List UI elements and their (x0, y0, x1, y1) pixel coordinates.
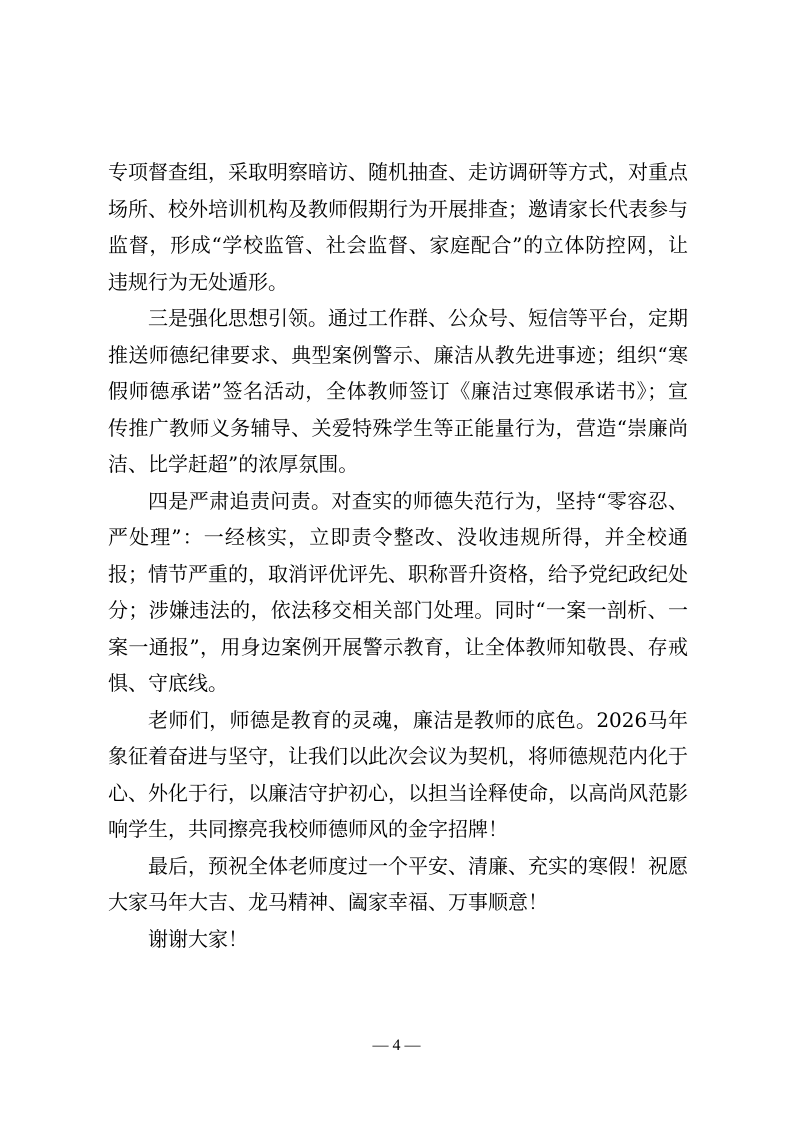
body-text (108, 154, 688, 957)
paragraph-closing-remarks: 老师们，师德是教育的灵魂，廉洁是教师的底色。2026马年象征着奋进与坚守，让我们以此次会议为契机，将师德规范内化于心、外化于行，以廉洁守护初心，以担当诠释使命，以高尚风范影响学生，共同擦亮我校师德师风的金字招牌！ (108, 707, 688, 841)
paragraph-supervision-continuation: 专项督查组，采取明察暗访、随机抽查、走访调研等方式，对重点场所、校外培训机构及教师假期行为开展排查；邀请家长代表参与监督，形成“学校监管、社会监督、家庭配合”的立体防控网，让违规行为无处遁形。 (108, 160, 688, 294)
page-number: — 4 — (372, 1037, 421, 1054)
paragraph-accountability: 四是严肃追责问责。对查实的师德失范行为，坚持“零容忍、严处理”：一经核实，立即责令整改、没收违规所得，并全校通报；情节严重的，取消评优评先、职称晋升资格，给予党纪政纪处分；涉嫌违法的，依法移交相关部门处理。同时“一案一剖析、一案一通报”，用身边案例开展警示教育，让全体教师知敬畏、存戒惧、守底线。 (108, 488, 688, 695)
paragraph-thanks: 谢谢大家！ (148, 926, 248, 951)
paragraph-holiday-wishes: 最后，预祝全体老师度过一个平安、清廉、充实的寒假！祝愿大家马年大吉、龙马精神、阖家幸福、万事顺意！ (108, 853, 688, 914)
paragraph-ideological-guidance: 三是强化思想引领。通过工作群、公众号、短信等平台，定期推送师德纪律要求、典型案例警示、廉洁从教先进事迹；组织“寒假师德承诺”签名活动，全体教师签订《廉洁过寒假承诺书》；宣传推广教师义务辅导、关爱特殊学生等正能量行为，营造“崇廉尚洁、比学赶超”的浓厚氛围。 (108, 306, 688, 476)
